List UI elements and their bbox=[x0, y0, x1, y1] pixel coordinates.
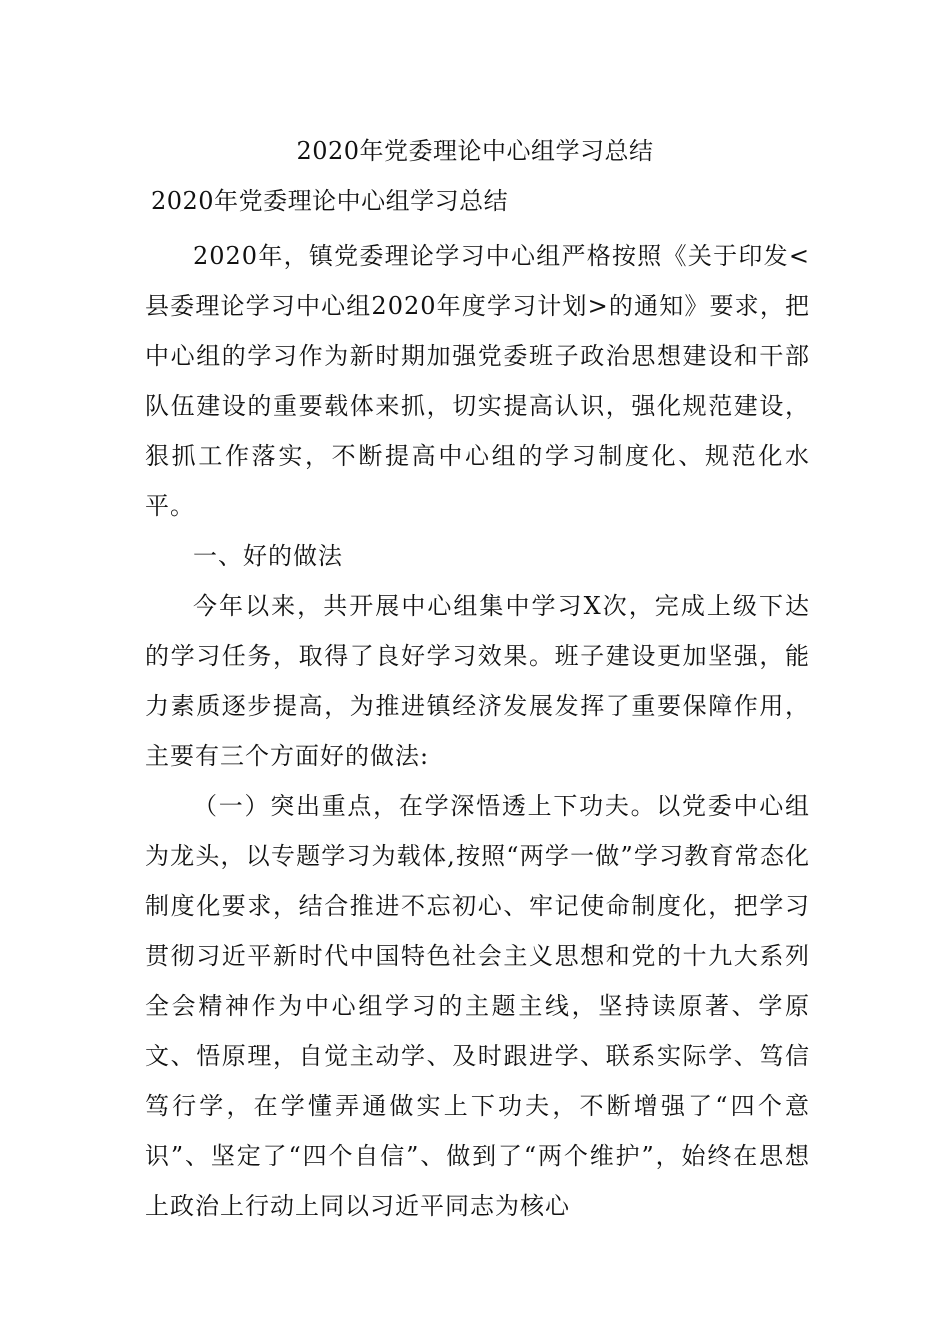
document-title: 2020年党委理论中心组学习总结 bbox=[296, 137, 654, 165]
paragraph-point-one: （一）突出重点，在学深悟透上下功夫。以党委中心组为龙头，以专题学习为载体,按照“两学一做”学习教育常态化制度化要求，结合推进不忘初心、牢记使命制度化，把学习贯彻习近平新时代中国特色社会主义思想和党的十九大系列全会精神作为中心组学习的主题主线，坚持读原著、学原文、悟原理，自觉主动学、及时跟进学、联系实际学、笃信笃行学，在学懂弄通做实上下功夫，不断增强了“四个意识”、坚定了“四个自信”、做到了“两个维护”，始终在思想上政治上行动上同以习近平同志为核心 bbox=[145, 792, 810, 1220]
document-subtitle: 2020年党委理论中心组学习总结 bbox=[151, 187, 509, 215]
document-body bbox=[145, 231, 810, 1231]
paragraph-summary: 今年以来，共开展中心组集中学习X次，完成上级下达的学习任务，取得了良好学习效果。班子建设更加坚强，能力素质逐步提高，为推进镇经济发展发挥了重要保障作用，主要有三个方面好的做法: bbox=[145, 592, 810, 770]
section-heading-good-practices: 一、好的做法 bbox=[193, 542, 343, 570]
paragraph-intro: 2020年，镇党委理论学习中心组严格按照《关于印发<县委理论学习中心组2020年度学习计划>的通知》要求，把中心组的学习作为新时期加强党委班子政治思想建设和干部队伍建设的重要载体来抓，切实提高认识，强化规范建设，狠抓工作落实，不断提高中心组的学习制度化、规范化水平。 bbox=[145, 242, 810, 520]
